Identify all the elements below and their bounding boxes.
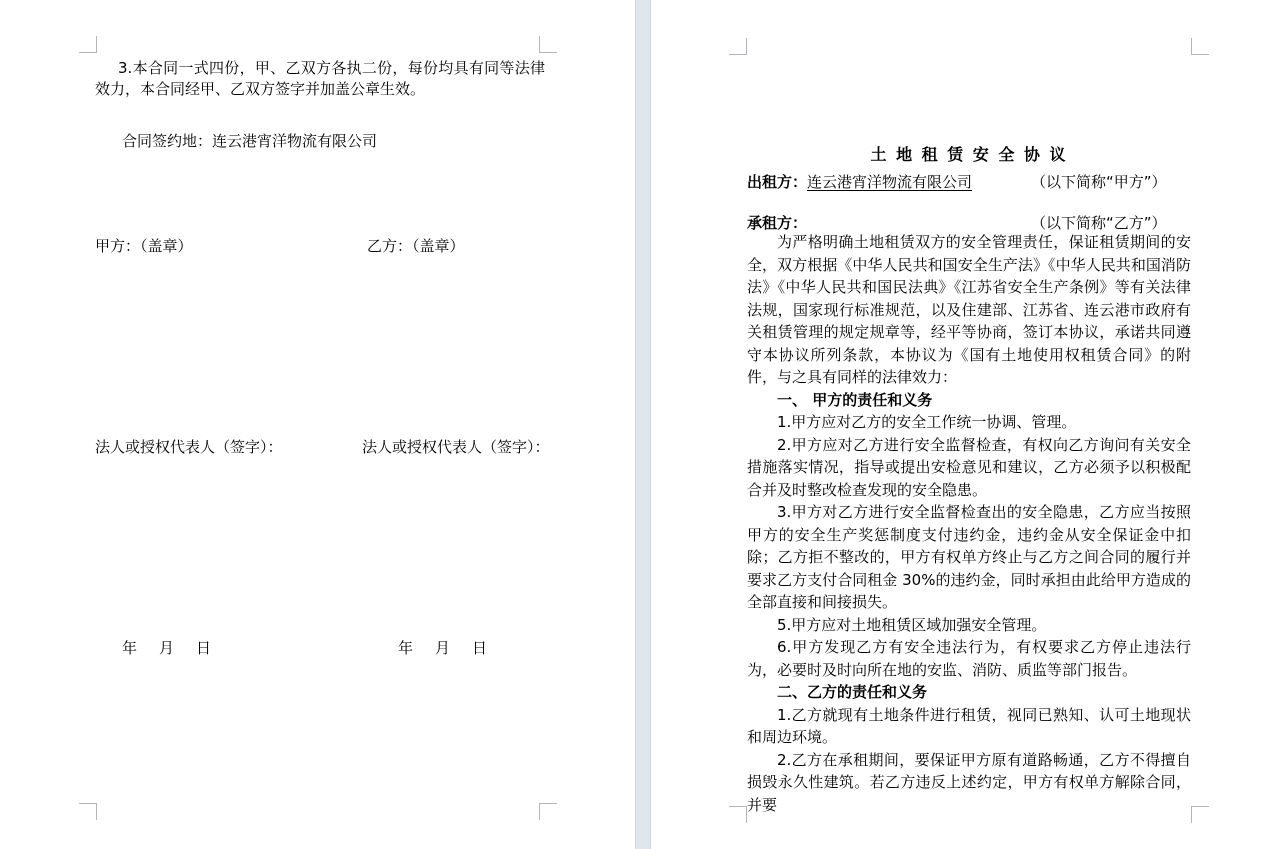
- lessee-label: 承租方：: [747, 214, 808, 232]
- section1-item: 5.甲方应对土地租赁区域加强安全管理。: [777, 615, 1047, 634]
- section1-item: 1.甲方应对乙方的安全工作统一协调、管理。: [777, 413, 1077, 431]
- year-label: 年: [122, 639, 138, 657]
- month-label: 月: [159, 639, 175, 657]
- party-a-date-line: [122, 638, 211, 659]
- section2-heading: 二、乙方的责任和义务: [777, 683, 928, 701]
- day-label: 日: [196, 639, 212, 657]
- day-label: 日: [472, 639, 488, 657]
- text-boundary-mark-bottom-left-icon: [79, 803, 97, 820]
- party-a-seal-label: 甲方：（盖章）: [95, 237, 193, 255]
- document-page-left[interactable]: [0, 0, 636, 849]
- lessor-name: 连云港宵洋物流有限公司: [807, 173, 973, 191]
- party-b-representative-sign-label: 法人或授权代表人（签字）：: [362, 438, 550, 456]
- agreement-title: 土 地 租 赁 安 全 协 议: [870, 145, 1068, 164]
- text-boundary-mark-bottom-right-icon: [539, 803, 557, 820]
- signing-place-text: 合同签约地：连云港宵洋物流有限公司: [122, 132, 378, 150]
- section1-item: 2.甲方应对乙方进行安全监督检查，有权向乙方询问有关安全措施落实情况，指导或提出安检意见和建议，乙方必须予以积极配合并及时整改检查发现的安全隐患。: [747, 435, 1191, 499]
- clause-copies-text: 3.本合同一式四份，甲、乙双方各执二份，每份均具有同等法律效力，本合同经甲、乙双方签字并加盖公章生效。: [95, 59, 545, 98]
- text-boundary-mark-bottom-left-icon: [729, 806, 747, 823]
- lessor-label: 出租方：: [747, 173, 808, 191]
- lessor-line: [747, 171, 1191, 193]
- section1-heading: 一、 甲方的责任和义务: [777, 390, 933, 409]
- section2-item: 1.乙方就现有土地条件进行租赁，视同已熟知、认可土地现状和周边环境。: [747, 705, 1191, 746]
- section2-item: 2.乙方在承租期间，要保证甲方原有道路畅通，乙方不得擅自损毁永久性建筑。若乙方违反上述约定，甲方有权单方解除合同，并要: [747, 750, 1191, 814]
- party-a-representative-sign-label: 法人或授权代表人（签字）：: [95, 438, 283, 456]
- preamble-text: 为严格明确土地租赁双方的安全管理责任，保证租赁期间的安全，双方根据《中华人民共和国安全生产法》《中华人民共和国消防法》《中华人民共和国民法典》《江苏省安全生产条例》等有关法律法规，国家现行标准规范，以及住建部、江苏省、连云港市政府有关租赁管理的规定规章等，经平等协商，签订本协议，承诺共同遵守本协议所列条款，本协议为《国有土地使用权租赁合同》的附件，与之具有同样的法律效力：: [747, 233, 1191, 386]
- text-boundary-mark-top-left-icon: [729, 38, 747, 55]
- text-boundary-mark-top-right-icon: [539, 36, 557, 53]
- lessee-alias: （以下简称“乙方”）: [1031, 214, 1167, 232]
- section1-item: 6.甲方发现乙方有安全违法行为，有权要求乙方停止违法行为，必要时及时向所在地的安监、消防、质监等部门报告。: [747, 638, 1191, 679]
- page-gap: [636, 0, 650, 849]
- year-label: 年: [398, 639, 414, 657]
- section1-item: 3.甲方对乙方进行安全监督检查出的安全隐患，乙方应当按照甲方的安全生产奖惩制度支付违约金，违约金从安全保证金中扣除；乙方拒不整改的，甲方有权单方终止与乙方之间合同的履行并要求乙方支付合同租金 30%的违约金，同时承担由此给甲方造成的全部直接和间接损失。: [747, 503, 1191, 611]
- document-page-right[interactable]: [650, 0, 1284, 849]
- text-boundary-mark-bottom-right-icon: [1191, 806, 1209, 823]
- agreement-body: [747, 231, 1191, 816]
- text-boundary-mark-top-left-icon: [79, 36, 97, 53]
- party-b-date-line: [398, 638, 487, 659]
- month-label: 月: [435, 639, 451, 657]
- party-b-seal-label: 乙方：（盖章）: [367, 237, 465, 255]
- lessor-alias: （以下简称“甲方”）: [1031, 173, 1167, 191]
- text-boundary-mark-top-right-icon: [1191, 38, 1209, 55]
